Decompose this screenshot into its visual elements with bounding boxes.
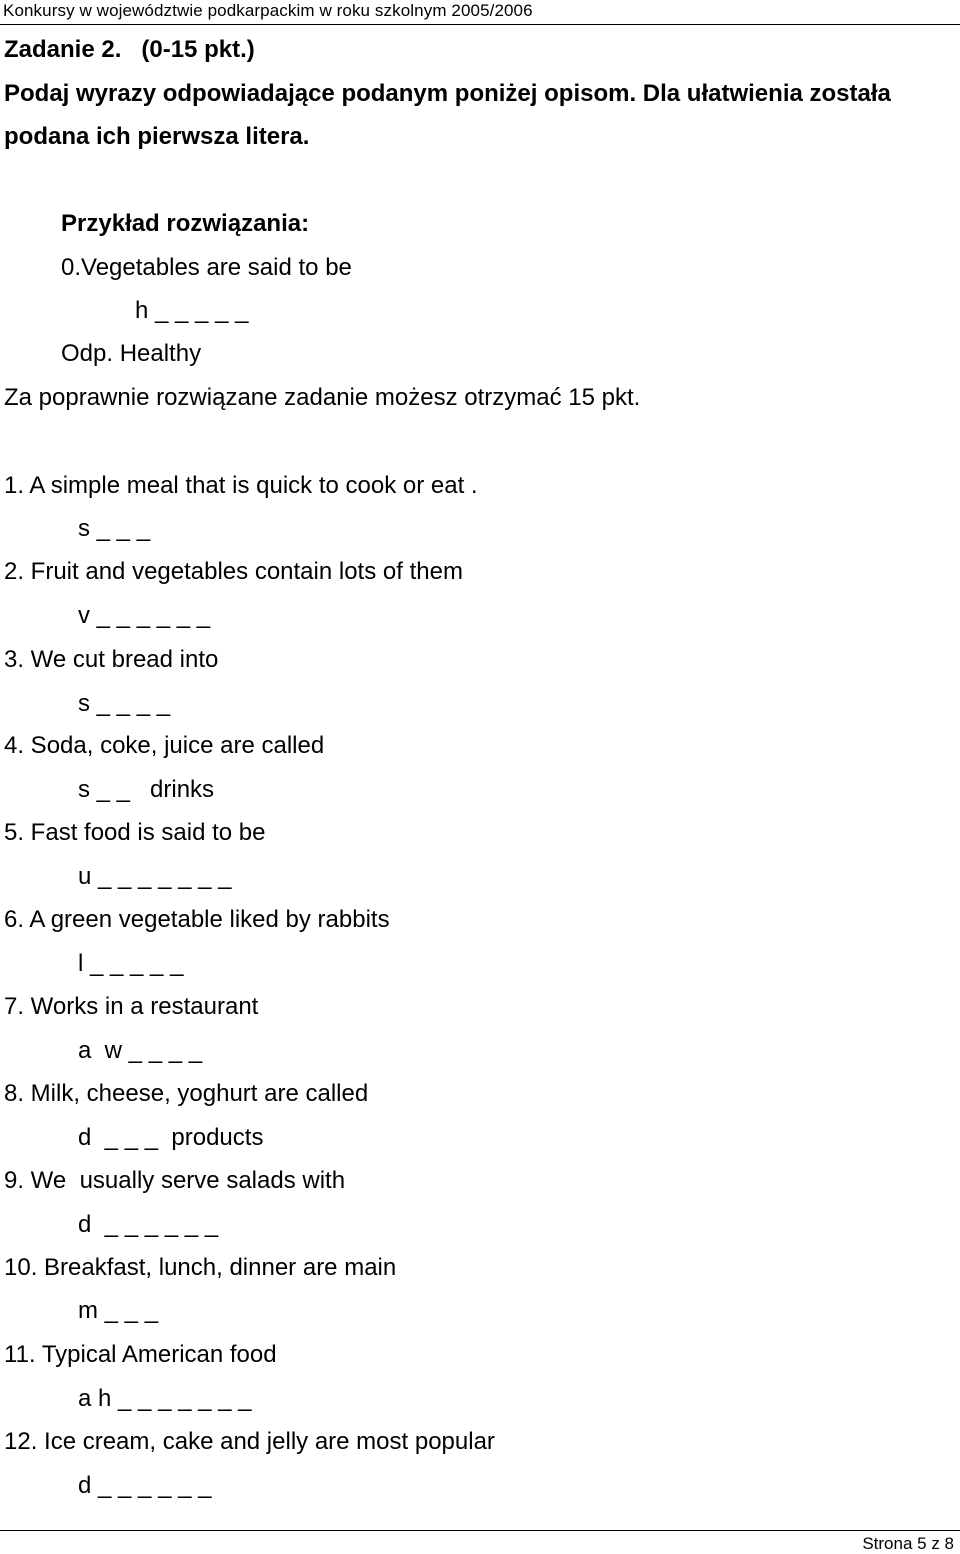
- question-4: 4. Soda, coke, juice are called: [4, 732, 325, 759]
- answer-hint-12: d _ _ _ _ _ _: [78, 1472, 212, 1499]
- header-title: Konkursy w województwie podkarpackim w roku szkolnym 2005/2006: [3, 1, 533, 20]
- question-8: 8. Milk, cheese, yoghurt are called: [4, 1080, 369, 1107]
- question-3: 3. We cut bread into: [4, 646, 219, 673]
- answer-hint-4: s _ _ drinks: [78, 776, 215, 803]
- scoring-note: Za poprawnie rozwiązane zadanie możesz otrzymać 15 pkt.: [4, 384, 641, 411]
- answer-hint-2: v _ _ _ _ _ _: [78, 602, 211, 629]
- example-answer: Odp. Healthy: [61, 340, 202, 367]
- question-11: 11. Typical American food: [4, 1341, 277, 1368]
- question-9: 9. We usually serve salads with: [4, 1167, 346, 1194]
- answer-hint-7: a w _ _ _ _: [78, 1037, 203, 1064]
- answer-hint-10: m _ _ _: [78, 1297, 159, 1324]
- example-heading: Przykład rozwiązania:: [61, 210, 310, 237]
- question-1: 1. A simple meal that is quick to cook or eat .: [4, 472, 478, 499]
- answer-hint-8: d _ _ _ products: [78, 1124, 264, 1151]
- answer-hint-9: d _ _ _ _ _ _: [78, 1211, 219, 1238]
- question-2: 2. Fruit and vegetables contain lots of them: [4, 558, 463, 585]
- example-question: 0.Vegetables are said to be: [61, 254, 352, 281]
- example-hint: h _ _ _ _ _: [135, 297, 249, 324]
- answer-hint-5: u _ _ _ _ _ _ _: [78, 863, 232, 890]
- question-6: 6. A green vegetable liked by rabbits: [4, 906, 390, 933]
- question-10: 10. Breakfast, lunch, dinner are main: [4, 1254, 397, 1281]
- answer-hint-1: s _ _ _: [78, 515, 151, 542]
- task-title: Zadanie 2. (0-15 pkt.): [4, 36, 255, 63]
- question-12: 12. Ice cream, cake and jelly are most popular: [4, 1428, 495, 1455]
- task-instruction-line2: podana ich pierwsza litera.: [4, 123, 310, 150]
- footer-divider: [0, 1530, 960, 1531]
- answer-hint-3: s _ _ _ _: [78, 690, 171, 717]
- answer-hint-6: l _ _ _ _ _: [78, 950, 184, 977]
- page-header: [0, 0, 960, 25]
- question-7: 7. Works in a restaurant: [4, 993, 259, 1020]
- page-number: Strona 5 z 8: [862, 1534, 954, 1553]
- question-5: 5. Fast food is said to be: [4, 819, 266, 846]
- answer-hint-11: a h _ _ _ _ _ _ _: [78, 1385, 252, 1412]
- task-instruction-line1: Podaj wyrazy odpowiadające podanym poniżej opisom. Dla ułatwienia została: [4, 80, 891, 107]
